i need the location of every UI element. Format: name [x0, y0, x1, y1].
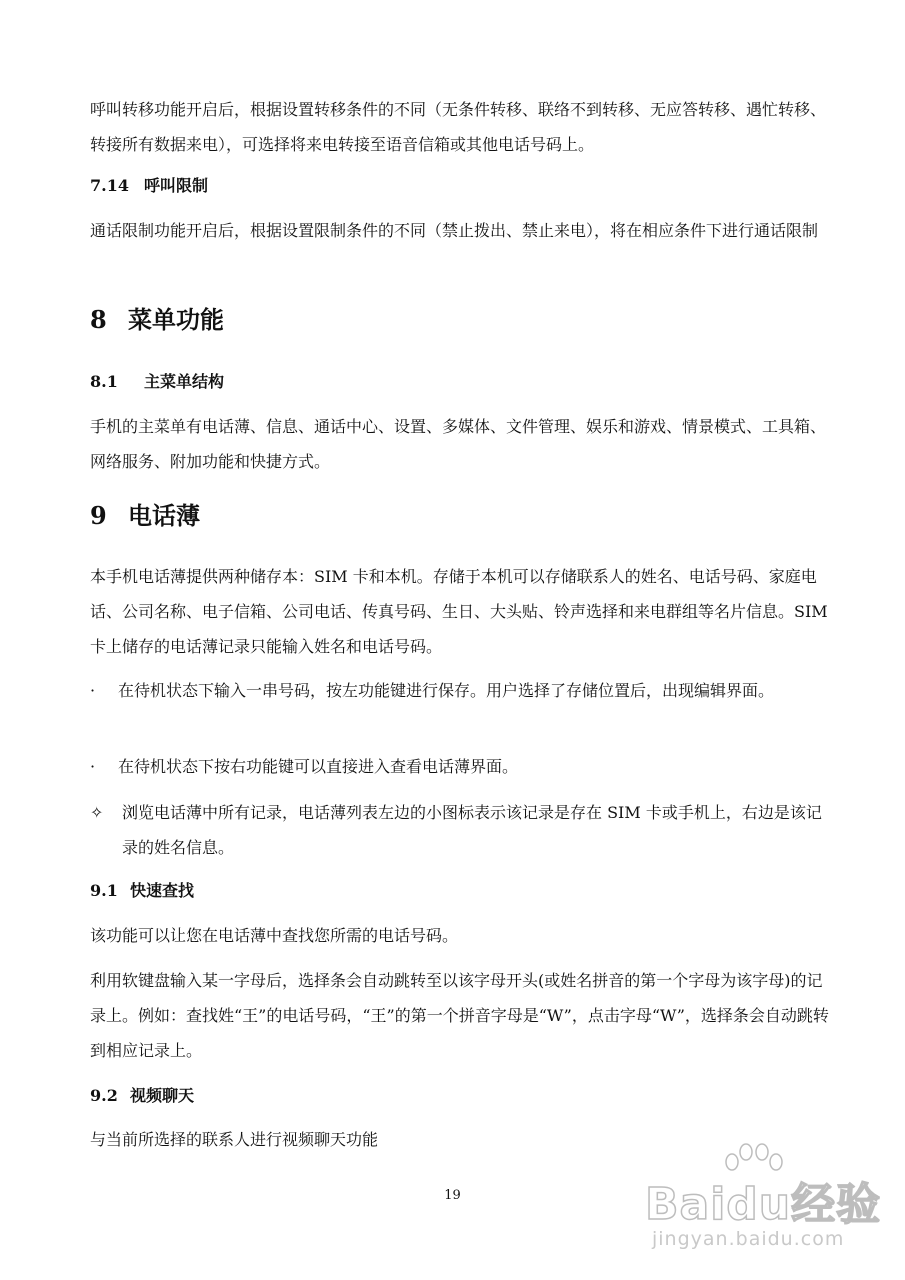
heading-title: 快速查找 [130, 881, 195, 900]
page-number: 19 [444, 1188, 461, 1203]
paragraph-phonebook-intro: 本手机电话薄提供两种储存本：SIM 卡和本机。存储于本机可以存储联系人的姓名、电话号码、家庭电话、公司名称、电子信箱、公司电话、传真号码、生日、大头贴、铃声选择和来电群组等名片信息。SIM 卡上储存的电话薄记录只能输入姓名和电话号码。 [90, 567, 828, 656]
bullet-text: 在待机状态下输入一串号码，按左功能键进行保存。用户选择了存储位置后，出现编辑界面。 [118, 681, 775, 700]
heading-title: 视频聊天 [130, 1086, 195, 1105]
bullet-item [90, 749, 830, 784]
heading-9 [90, 500, 830, 532]
heading-number: 9 [90, 501, 107, 530]
heading-number: 7.14 [90, 176, 129, 195]
heading-title: 主菜单结构 [144, 372, 225, 391]
heading-8-1 [90, 371, 830, 393]
bullet-item [90, 673, 830, 708]
paragraph-video-chat: 与当前所选择的联系人进行视频聊天功能 [90, 1130, 379, 1149]
watermark-url: jingyan.baidu.com [652, 1228, 845, 1250]
paragraph-quick-find-2: 利用软键盘输入某一字母后，选择条会自动跳转至以该字母开头(或姓名拼音的第一个字母为该字母)的记录上。例如：查找姓“王”的电话号码，“王”的第一个拼音字母是“W”，点击字母“W”，选择条会自动跳转到相应记录上。 [90, 971, 829, 1060]
heading-number: 8.1 [90, 372, 118, 391]
heading-9-2 [90, 1085, 830, 1107]
diamond-icon: ✧ [90, 803, 104, 822]
bullet-dot: · [90, 757, 96, 776]
bullet-text: 在待机状态下按右功能键可以直接进入查看电话薄界面。 [118, 757, 519, 776]
paragraph-main-menu: 手机的主菜单有电话薄、信息、通话中心、设置、多媒体、文件管理、娱乐和游戏、情景模式、工具箱、网络服务、附加功能和快捷方式。 [90, 417, 827, 471]
bullet-dot: · [90, 681, 96, 700]
heading-title: 呼叫限制 [144, 176, 209, 195]
diamond-list-item [90, 795, 830, 865]
paragraph-call-restrict: 通话限制功能开启后，根据设置限制条件的不同（禁止拨出、禁止来电），将在相应条件下进行通话限制 [90, 221, 819, 240]
paragraph-call-forward: 呼叫转移功能开启后，根据设置转移条件的不同（无条件转移、联络不到转移、无应答转移、遇忙转移、转接所有数据来电），可选择将来电转接至语音信箱或其他电话号码上。 [90, 100, 827, 154]
heading-title: 电话薄 [128, 501, 200, 530]
heading-9-1 [90, 880, 830, 902]
watermark-brand: Baidu经验 [645, 1179, 882, 1230]
heading-8 [90, 304, 830, 336]
heading-number: 9.2 [90, 1086, 118, 1105]
heading-7-14 [90, 175, 830, 197]
heading-number: 8 [90, 305, 107, 334]
diamond-item-text: 浏览电话薄中所有记录，电话薄列表左边的小图标表示该记录是存在 SIM 卡或手机上，右边是该记录的姓名信息。 [122, 803, 822, 857]
paragraph-quick-find-1: 该功能可以让您在电话薄中查找您所需的电话号码。 [90, 926, 459, 945]
heading-number: 9.1 [90, 881, 118, 900]
heading-title: 菜单功能 [128, 305, 224, 334]
